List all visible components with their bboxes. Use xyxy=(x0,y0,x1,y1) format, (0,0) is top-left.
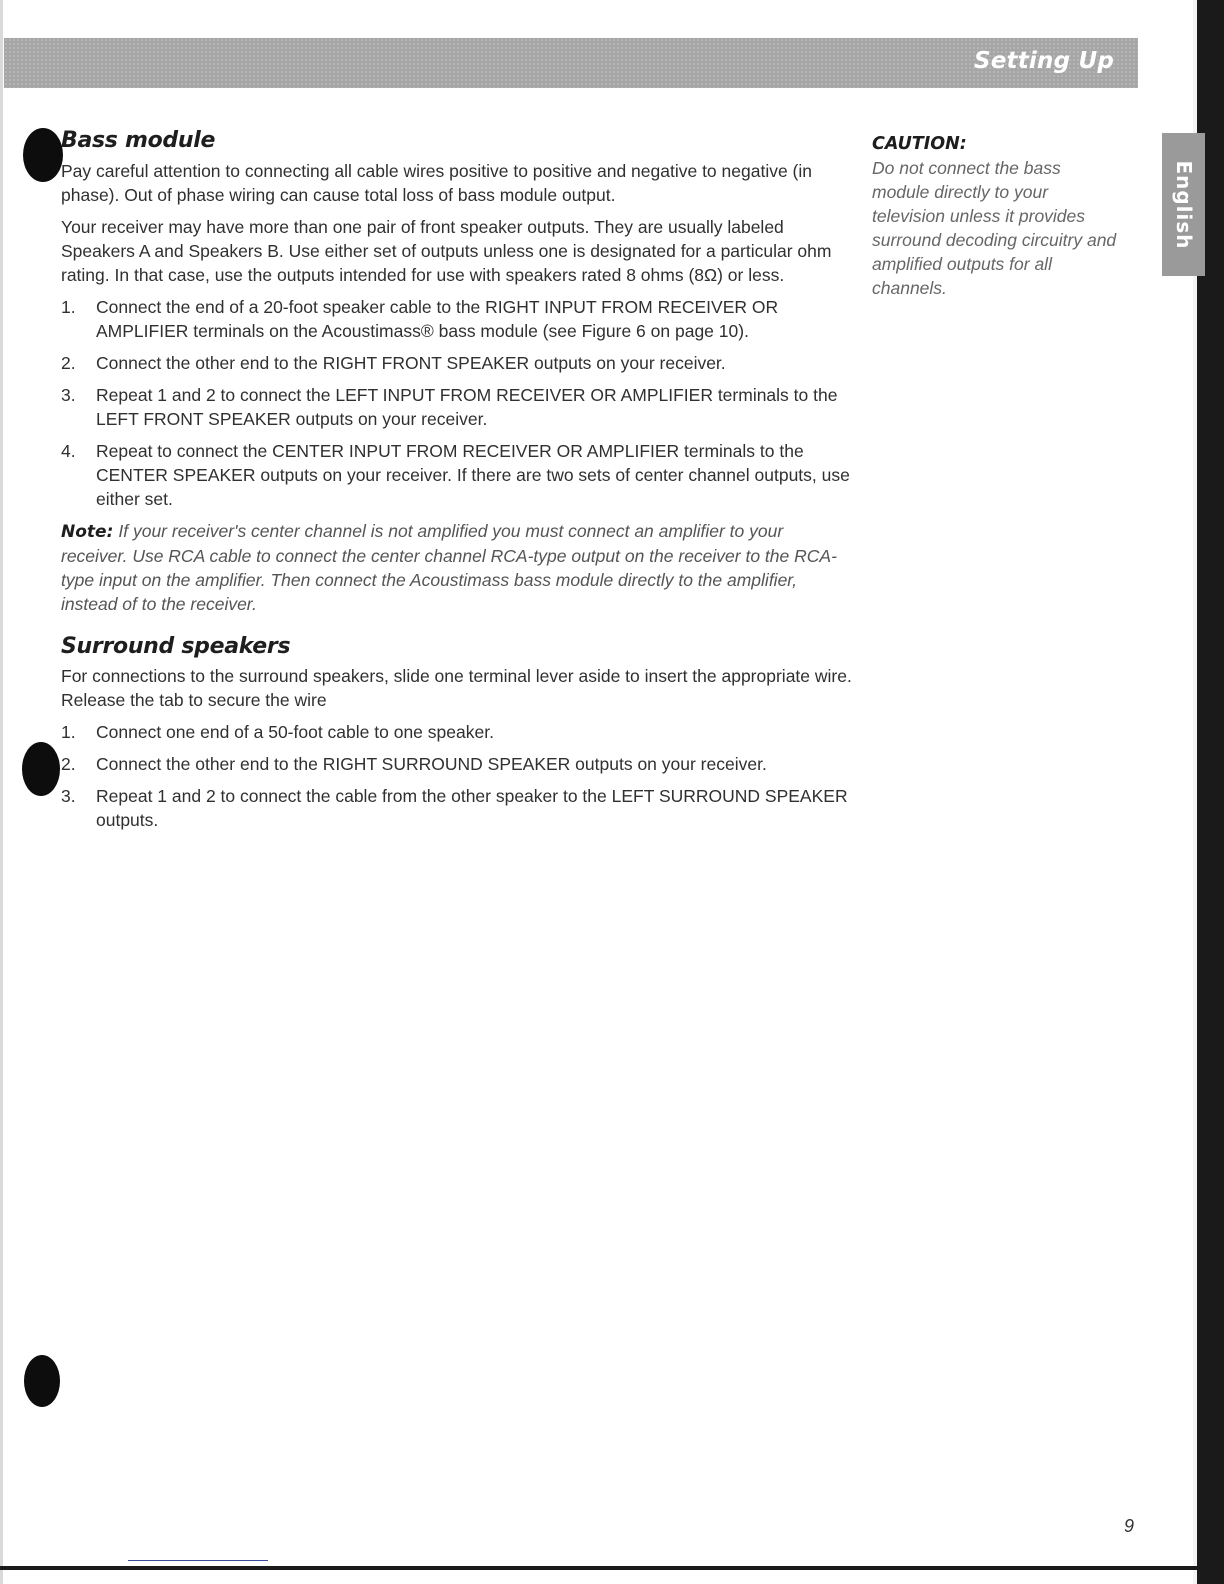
bass-module-heading: Bass module xyxy=(61,128,216,153)
note-label: Note: xyxy=(61,522,114,542)
list-item xyxy=(61,439,853,511)
list-item xyxy=(61,752,853,776)
step-text: Connect the end of a 20-foot speaker cable to the RIGHT INPUT FROM RECEIVER OR AMPLIFIER terminals on the Acoustimass® bass module (see Figure 6 on page 10). xyxy=(96,297,779,341)
step-number: 3. xyxy=(61,786,76,806)
bass-module-intro: Pay careful attention to connecting all cable wires positive to positive and negative to negative (in phase). Out of phase wiring can cause total loss of bass module output. xyxy=(61,161,813,205)
step-number: 2. xyxy=(61,754,76,774)
list-item xyxy=(61,784,853,832)
step-number: 1. xyxy=(61,297,76,317)
step-text: Repeat to connect the CENTER INPUT FROM RECEIVER OR AMPLIFIER terminals to the CENTER SPEAKER outputs on your receiver. If there are two sets of center channel outputs, use either set. xyxy=(96,441,850,509)
language-tab-label: English xyxy=(1171,159,1196,250)
step-text: Connect the other end to the RIGHT SURROUND SPEAKER outputs on your receiver. xyxy=(96,754,767,774)
binder-hole-middle xyxy=(22,742,60,796)
scan-bottom-edge xyxy=(0,1566,1224,1570)
note-paragraph xyxy=(61,519,853,616)
step-number: 4. xyxy=(61,441,76,461)
page-number: 9 xyxy=(1124,1516,1135,1536)
list-item xyxy=(61,295,853,343)
scan-bottom-mark xyxy=(128,1560,268,1561)
bass-module-steps xyxy=(61,295,853,511)
step-text: Connect one end of a 50-foot cable to one speaker. xyxy=(96,722,494,742)
step-number: 3. xyxy=(61,385,76,405)
section-header-title: Setting Up xyxy=(973,48,1114,74)
step-text: Repeat 1 and 2 to connect the LEFT INPUT FROM RECEIVER OR AMPLIFIER terminals to the LEFT FRONT SPEAKER outputs on your receiver. xyxy=(96,385,838,429)
surround-speakers-heading: Surround speakers xyxy=(61,634,291,659)
language-tab xyxy=(1162,133,1205,276)
scan-left-edge xyxy=(0,0,3,1584)
list-item xyxy=(61,383,853,431)
caution-text: Do not connect the bass module directly to your television unless it provides surround decoding circuitry and amplified outputs for all channels. xyxy=(872,158,1117,298)
caution-title: CAUTION: xyxy=(872,134,967,154)
step-text: Connect the other end to the RIGHT FRONT SPEAKER outputs on your receiver. xyxy=(96,353,726,373)
binder-hole-bottom xyxy=(24,1355,60,1407)
surround-intro: For connections to the surround speakers, slide one terminal lever aside to insert the appropriate wire. Release the tab to secure the wire xyxy=(61,666,852,710)
section-header-band xyxy=(4,38,1138,88)
surround-steps xyxy=(61,720,853,832)
bass-module-receiver-info: Your receiver may have more than one pair of front speaker outputs. They are usually labeled Speakers A and Speakers B. Use either set of outputs unless one is designated for a particular ohm rating. In that case, use the outputs intended for use with speakers rated 8 ohms (8Ω) or less. xyxy=(61,217,832,285)
main-column xyxy=(61,128,853,832)
list-item xyxy=(61,351,853,375)
binder-hole-top xyxy=(23,128,63,182)
step-number: 2. xyxy=(61,353,76,373)
note-text: If your receiver's center channel is not amplified you must connect an amplifier to your receiver. Use RCA cable to connect the center channel RCA-type output on the receiver to the RCA-type input on the amplifier. Then connect the Acoustimass bass module directly to the amplifier, instead of to the receiver. xyxy=(61,521,837,614)
step-text: Repeat 1 and 2 to connect the cable from the other speaker to the LEFT SURROUND SPEAKER outputs. xyxy=(96,786,848,830)
list-item xyxy=(61,720,853,744)
caution-sidebar xyxy=(872,134,1122,300)
step-number: 1. xyxy=(61,722,76,742)
